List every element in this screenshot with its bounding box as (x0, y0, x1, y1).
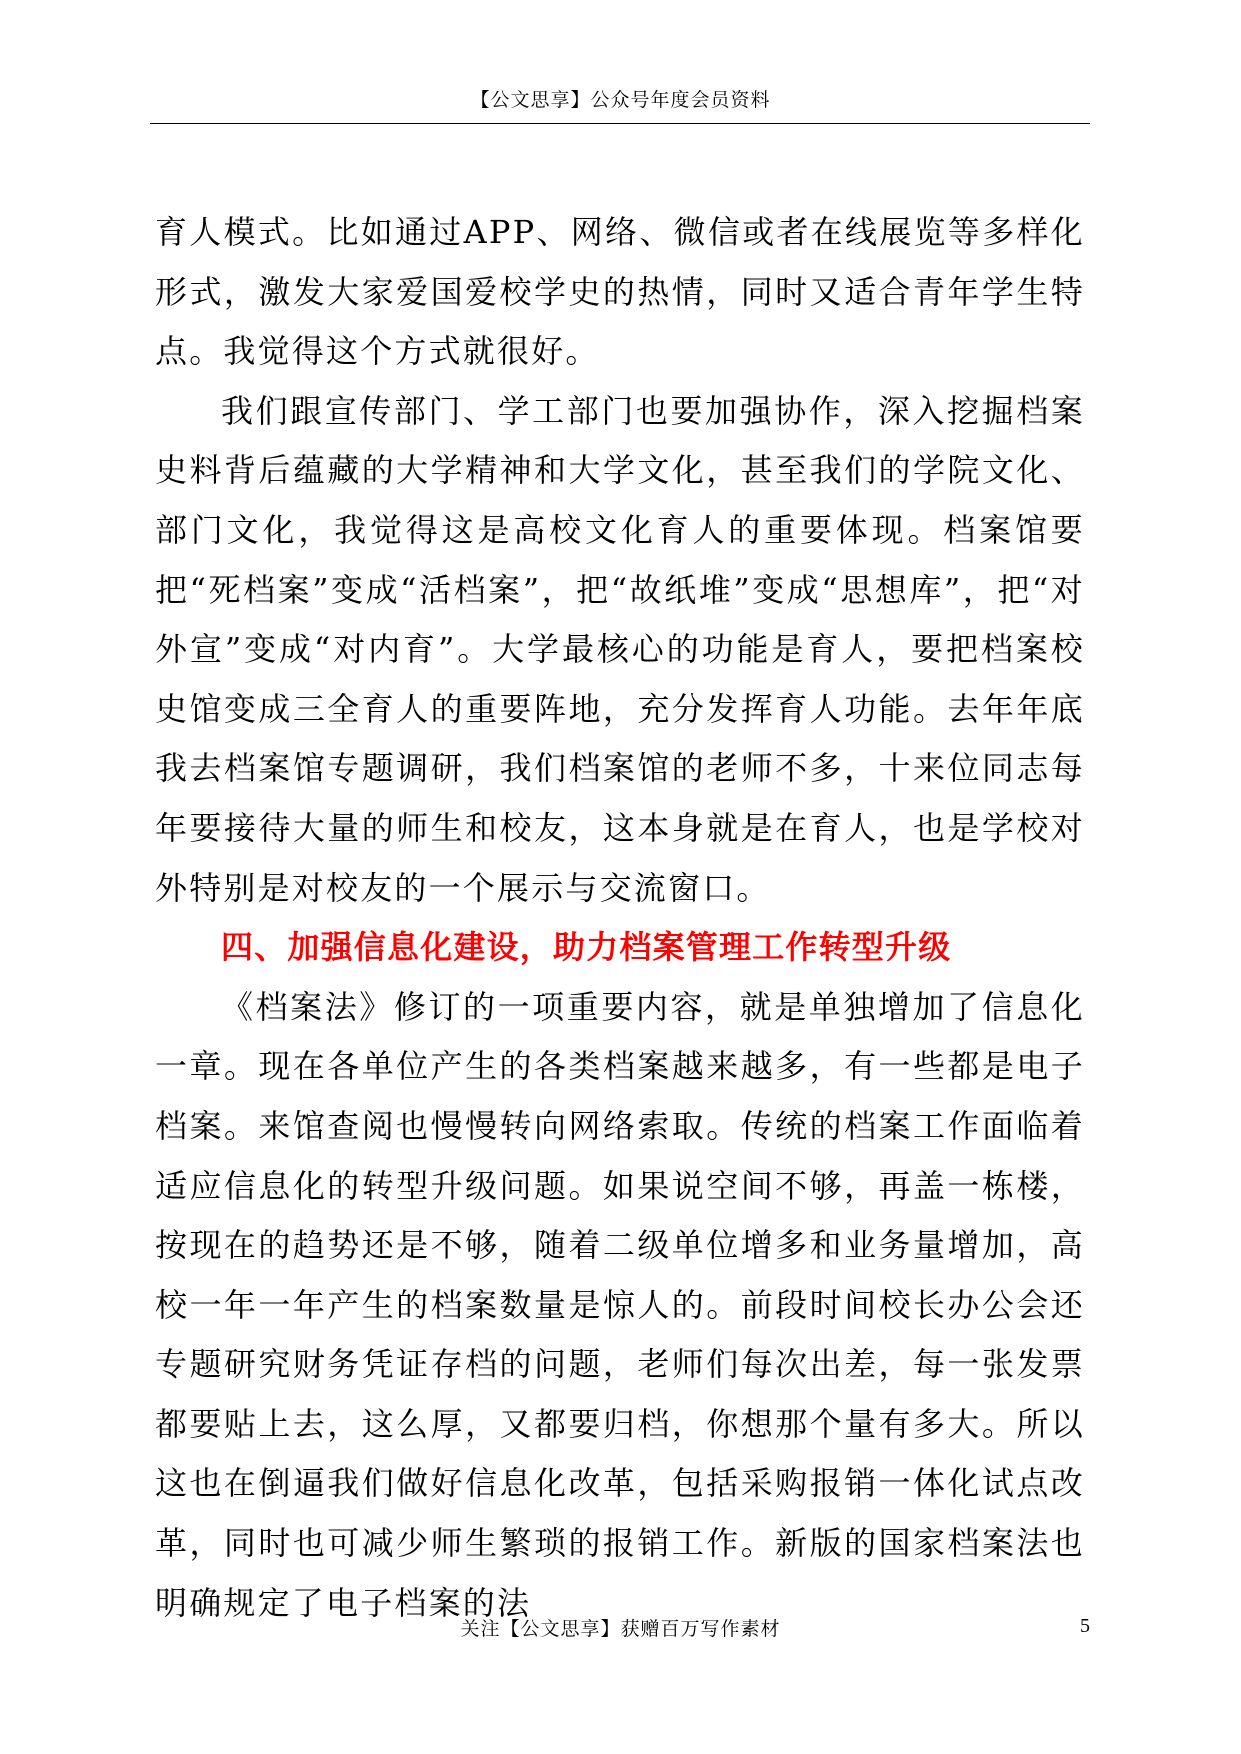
paragraph: 我们跟宣传部门、学工部门也要加强协作，深入挖掘档案史料背后蕴藏的大学精神和大学文化，甚至我们的学院文化、部门文化，我觉得这是高校文化育人的重要体现。档案馆要把“死档案”变成“活档案”，把“故纸堆”变成“思想库”，把“对外宣”变成“对内育”。大学最核心的功能是育人，要把档案校史馆变成三全育人的重要阵地，充分发挥育人功能。去年年底我去档案馆专题调研，我们档案馆的老师不多，十来位同志每年要接待大量的师生和校友，这本身就是在育人，也是学校对外特别是对校友的一个展示与交流窗口。 (155, 391, 1085, 907)
page-header: 【公文思享】公众号年度会员资料 (470, 89, 771, 111)
paragraph-continued: 育人模式。比如通过APP、网络、微信或者在线展览等多样化形式，激发大家爱国爱校学史的热情，同时又适合青年学生特点。我觉得这个方式就很好。 (155, 213, 1085, 371)
header-divider (150, 123, 1090, 124)
section-heading: 四、加强信息化建设，助力档案管理工作转型升级 (221, 928, 952, 967)
page-footer: 关注【公文思享】获赠百万写作素材 (460, 1618, 781, 1640)
paragraph: 《档案法》修订的一项重要内容，就是单独增加了信息化一章。现在各单位产生的各类档案越来越多，有一些都是电子档案。来馆查阅也慢慢转向网络索取。传统的档案工作面临着适应信息化的转型升级问题。如果说空间不够，再盖一栋楼，按现在的趋势还是不够，随着二级单位增多和业务量增加，高校一年一年产生的档案数量是惊人的。前段时间校长办公会还专题研究财务凭证存档的问题，老师们每次出差，每一张发票都要贴上去，这么厚，又都要归档，你想那个量有多大。所以这也在倒逼我们做好信息化改革，包括采购报销一体化试点改革，同时也可减少师生繁琐的报销工作。新版的国家档案法也明确规定了电子档案的法 (155, 987, 1085, 1622)
page-number: 5 (1080, 1615, 1090, 1637)
document-body (155, 203, 1085, 1633)
